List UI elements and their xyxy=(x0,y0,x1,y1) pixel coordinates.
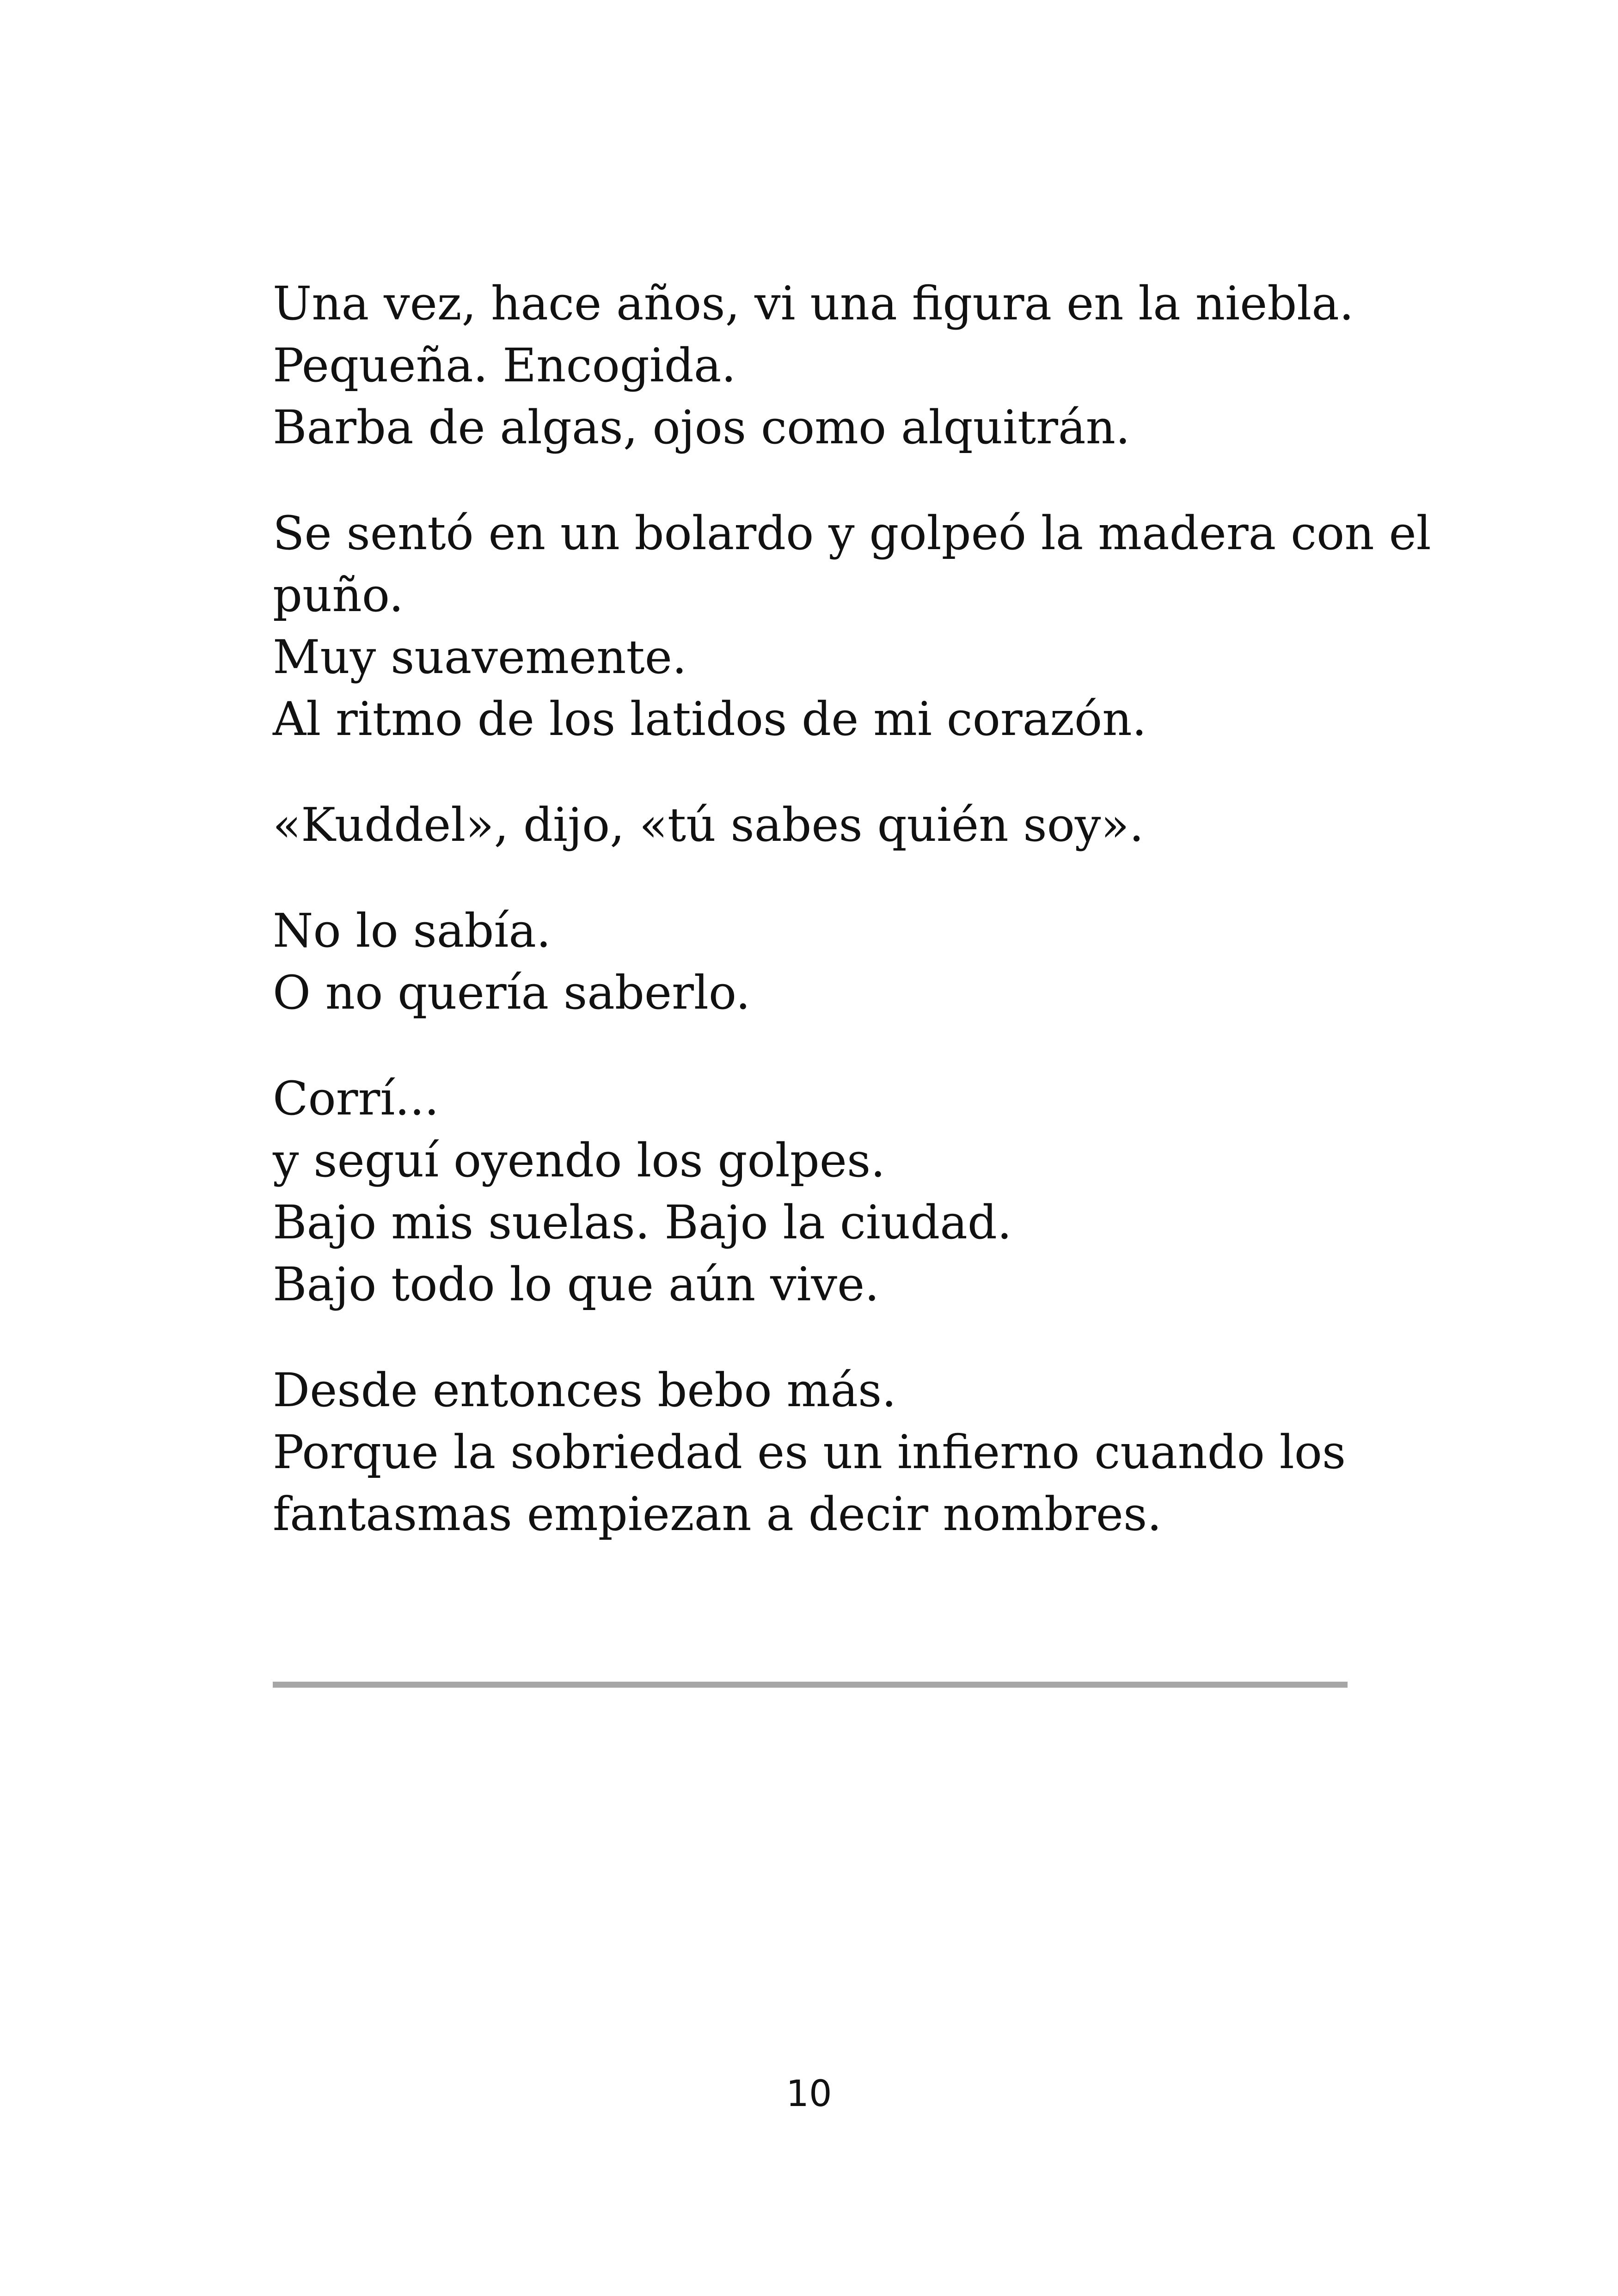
poem-line: Desde entonces bebo más. xyxy=(273,1363,897,1417)
poem-line: Corrí... xyxy=(273,1071,439,1126)
stanza-6 xyxy=(273,1359,1382,1545)
stanza-1 xyxy=(273,273,1382,459)
poem-line: O no quería saberlo. xyxy=(273,966,751,1020)
poem-line: Barba de algas, ojos como alquitrán. xyxy=(273,400,1130,454)
poem-body xyxy=(273,273,1431,1589)
poem-line: Se sentó en un bolardo y golpeó la madera con el xyxy=(273,506,1431,560)
poem-line: Bajo todo lo que aún vive. xyxy=(273,1257,880,1311)
poem-line: No lo sabía. xyxy=(273,904,551,958)
poem-line: Bajo mis suelas. Bajo la ciudad. xyxy=(273,1195,1012,1249)
poem-line: Al ritmo de los latidos de mi corazón. xyxy=(273,692,1147,746)
page-number: 10 xyxy=(786,2073,832,2115)
poem-line: Muy suavemente. xyxy=(273,630,687,684)
poem-line: «Kuddel», dijo, «tú sabes quién soy». xyxy=(273,798,1144,852)
section-divider xyxy=(273,1682,1348,1688)
stanza-3 xyxy=(273,794,1382,856)
poem-line: Pequeña. Encogida. xyxy=(273,338,736,392)
stanza-2 xyxy=(273,502,1431,750)
poem-line: puño. xyxy=(273,568,404,622)
poem-line: Una vez, hace años, vi una figura en la niebla. xyxy=(273,276,1354,331)
poem-line: Porque la sobriedad es un infierno cuando los xyxy=(273,1425,1346,1479)
poem-line: y seguí oyendo los golpes. xyxy=(273,1133,886,1188)
stanza-4 xyxy=(273,900,1382,1024)
stanza-5 xyxy=(273,1068,1382,1316)
poem-line: fantasmas empiezan a decir nombres. xyxy=(273,1487,1162,1541)
